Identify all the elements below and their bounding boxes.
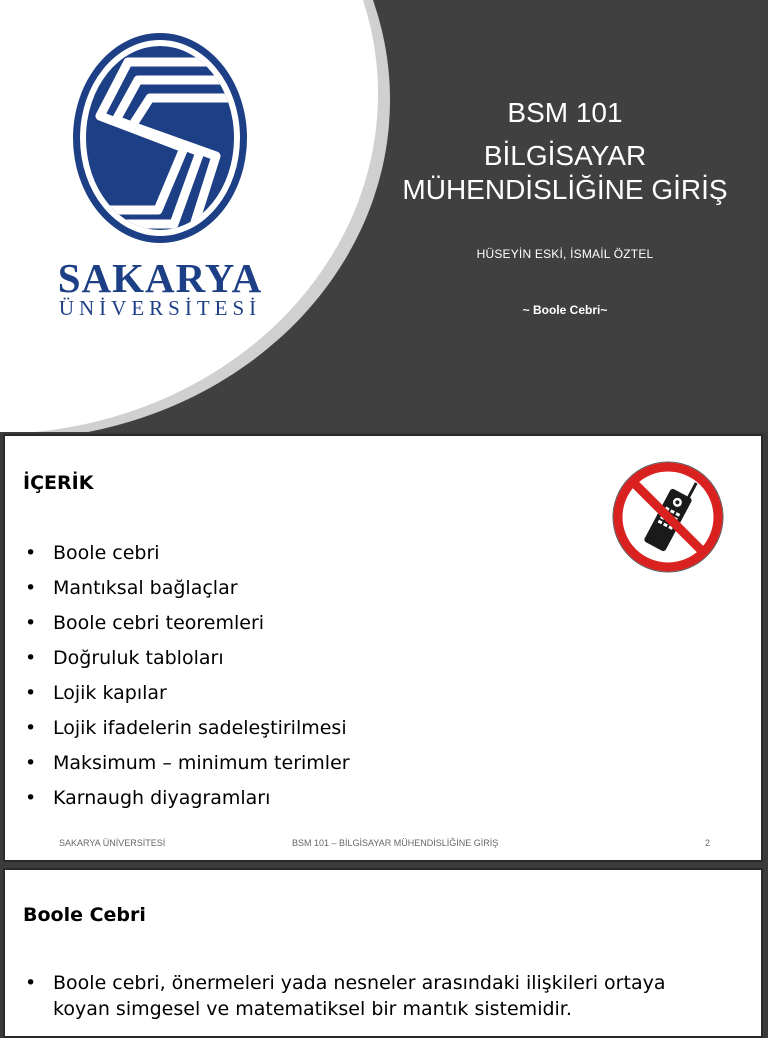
authors: HÜSEYİN ESKİ, İSMAİL ÖZTEL — [476, 247, 654, 261]
sakarya-emblem-icon — [66, 28, 254, 248]
title-block — [395, 95, 735, 317]
list-item: • Boole cebri, önermeleri yada nesneler arasındaki ilişkileri ortaya koyan simgesel ve matematiksel bir mantık sistemidir. — [25, 972, 666, 1020]
title-slide — [0, 0, 768, 432]
slide-heading: İÇERİK — [23, 472, 94, 494]
slide-footer — [5, 838, 761, 852]
contents-list — [23, 536, 350, 816]
course-name: BİLGİSAYAR MÜHENDİSLİĞİNE GİRİŞ — [402, 140, 728, 205]
list-item: • Boole cebri teoremleri — [25, 612, 265, 634]
list-item: • Boole cebri — [25, 542, 160, 564]
logo-subtitle: ÜNİVERSİTESİ — [58, 296, 262, 320]
no-phone-icon — [609, 458, 727, 576]
content-list — [23, 970, 723, 1022]
list-item: • Doğruluk tabloları — [25, 647, 224, 669]
logo-wordmark: SAKARYA — [57, 255, 263, 301]
university-logo — [40, 28, 280, 328]
footer-university: SAKARYA ÜNİVERSİTESİ — [59, 838, 166, 848]
topic-subtitle: ~ Boole Cebri~ — [522, 303, 608, 317]
list-item: • Lojik ifadelerin sadeleştirilmesi — [25, 717, 347, 739]
list-item: • Mantıksal bağlaçlar — [25, 577, 238, 599]
page-number: 2 — [705, 838, 711, 848]
course-code: BSM 101 — [507, 97, 623, 128]
list-item: • Lojik kapılar — [25, 682, 167, 704]
contents-slide — [3, 434, 763, 862]
list-item: • Maksimum – minimum terimler — [25, 752, 350, 774]
footer-course: BSM 101 – BİLGİSAYAR MÜHENDİSLİĞİNE GİRİŞ — [292, 838, 499, 848]
boole-slide — [3, 868, 763, 1038]
slide-heading: Boole Cebri — [23, 904, 146, 926]
list-item: • Karnaugh diyagramları — [25, 787, 271, 809]
